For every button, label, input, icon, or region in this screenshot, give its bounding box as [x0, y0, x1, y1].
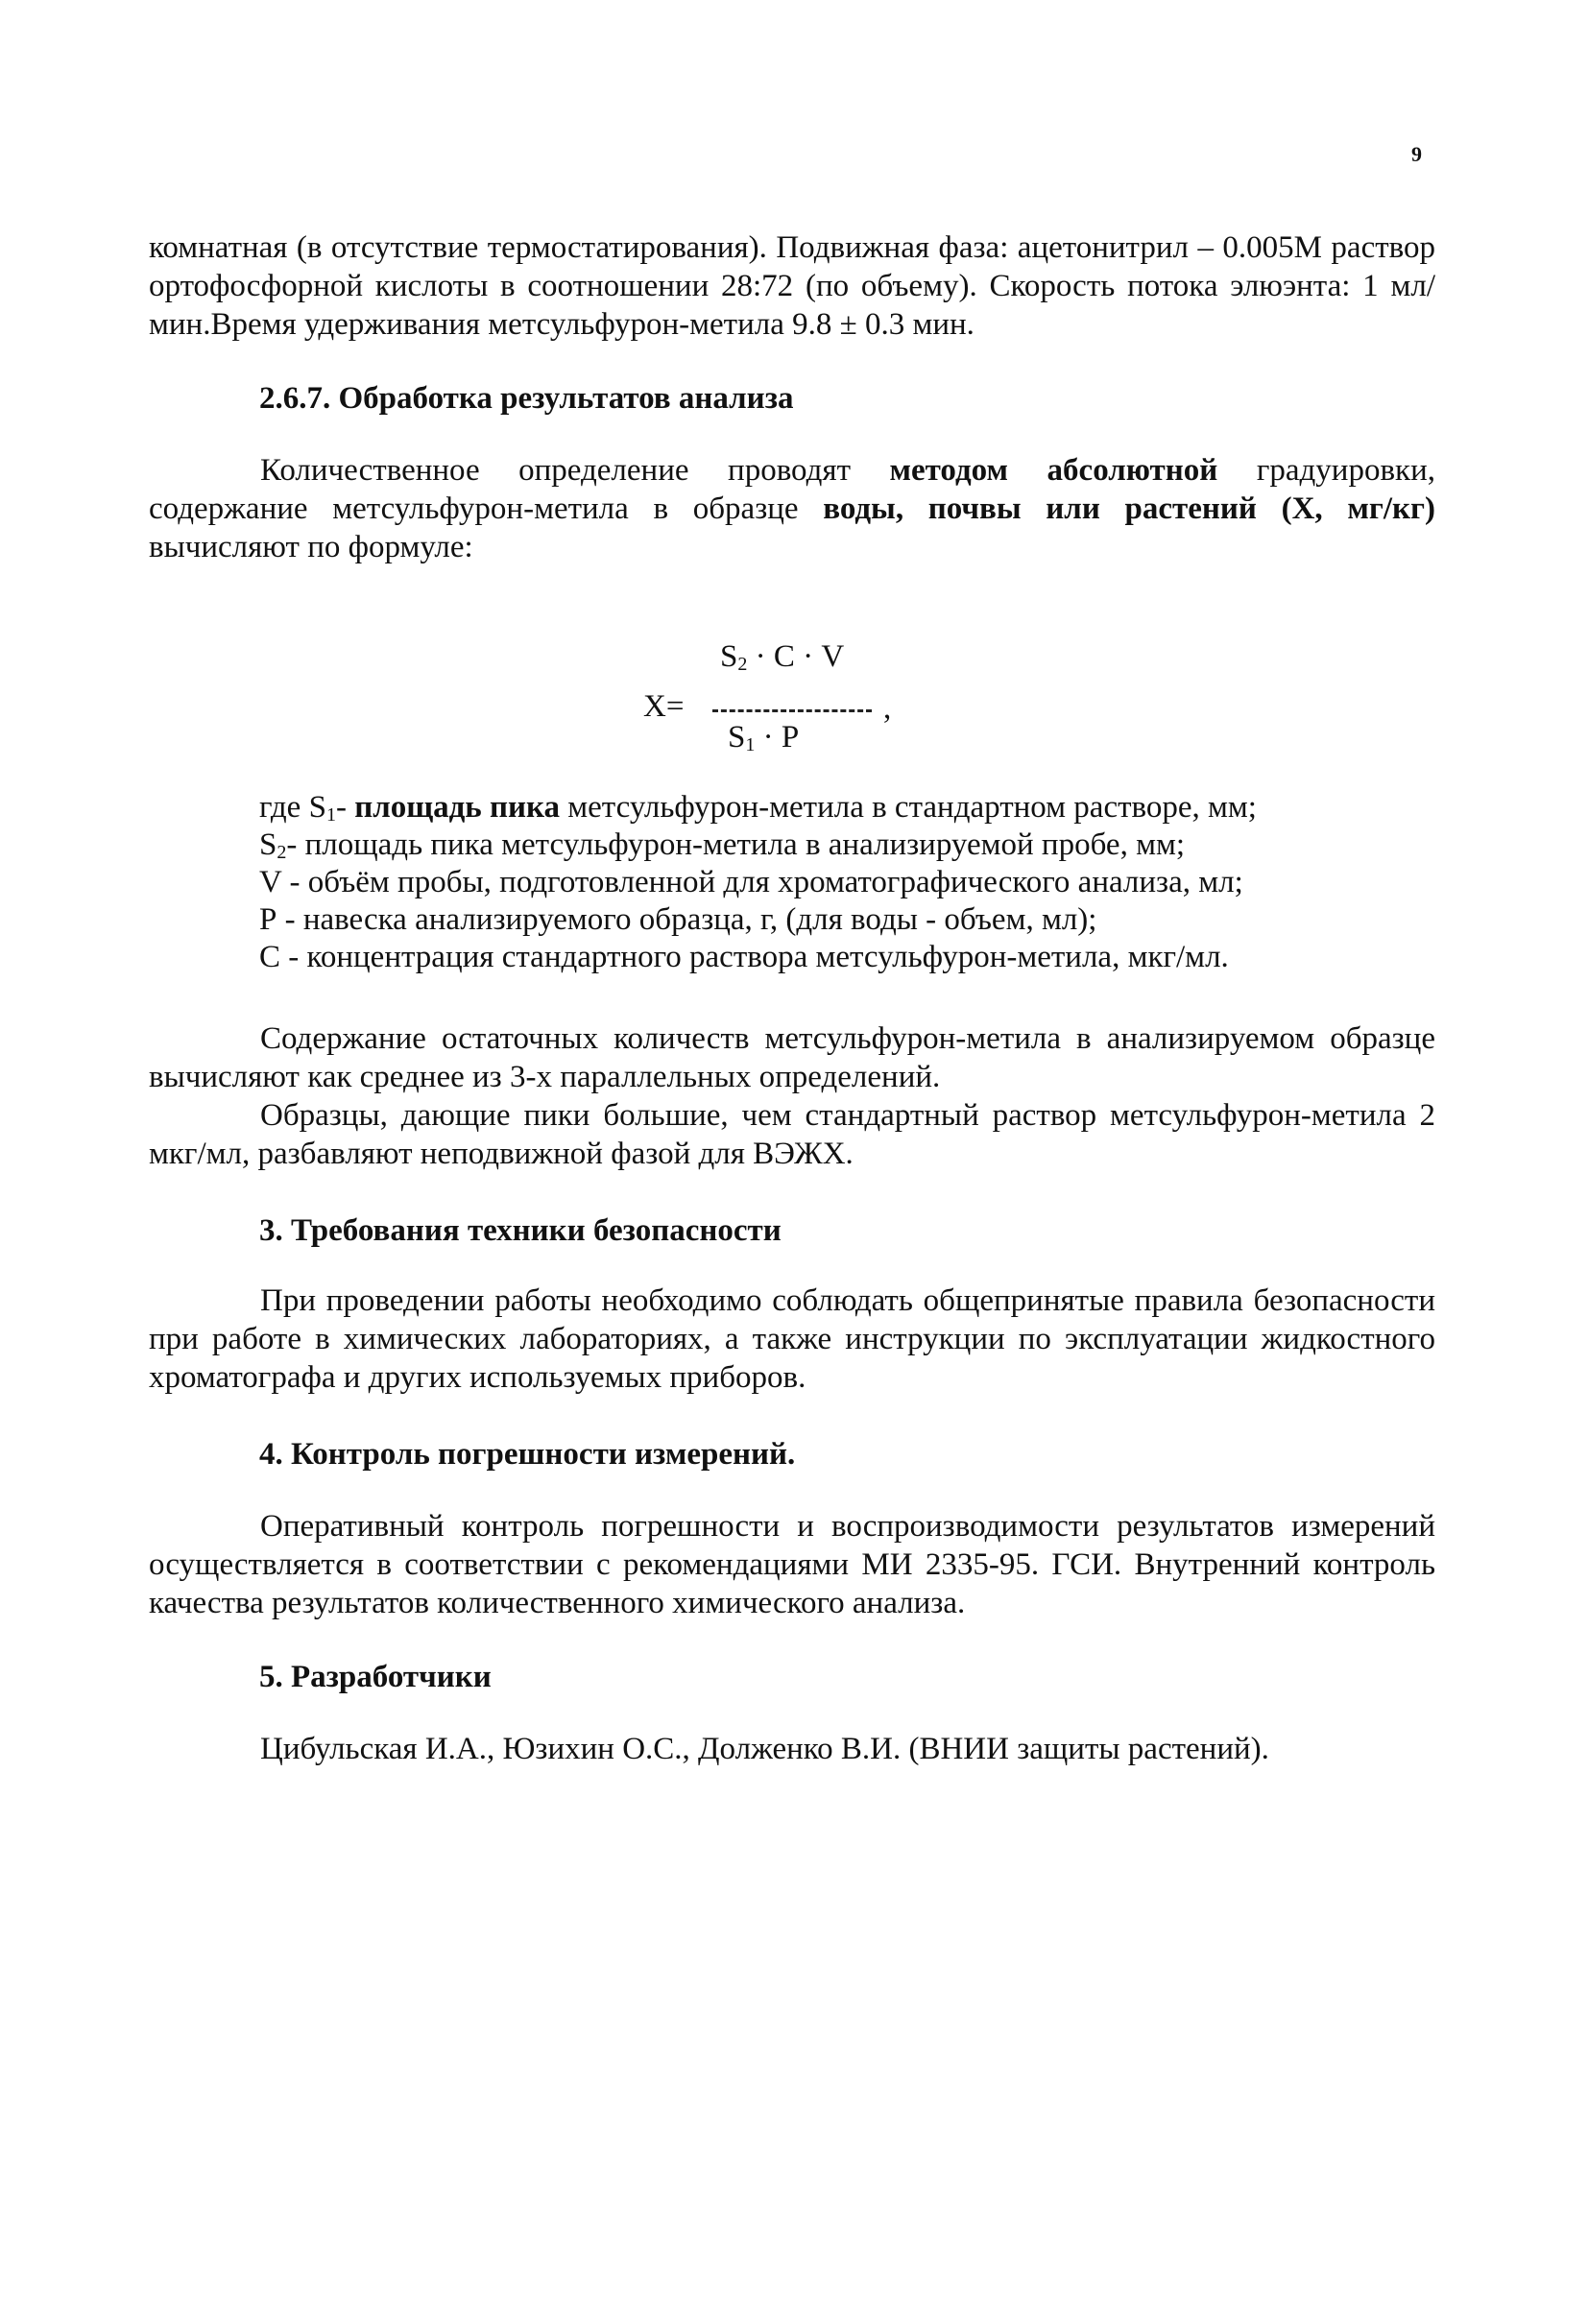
section-3-heading: 3. Требования техники безопасности — [259, 1213, 782, 1248]
section-5-heading: 5. Разработчики — [259, 1660, 492, 1694]
fraction-line — [712, 709, 872, 712]
definition-s2: $S_2-$ площадь пика метсульфурон-метила в анализируемой пробе, мм; — [259, 827, 1186, 863]
developers-paragraph — [149, 1730, 1435, 1768]
result-average-text: Содержание остаточных количеств метсульфурон-метила в анализируемом образце вычисляют как среднее из 3-х параллельных определений. — [149, 1021, 1435, 1094]
calculation-paragraph — [149, 451, 1435, 566]
result-dilution-text: Образцы, дающие пики большие, чем стандартный раствор метсульфурон-метила 2 мкг/мл, разбавляют неподвижной фазой для ВЭЖХ. — [149, 1098, 1435, 1171]
control-text: Оперативный контроль погрешности и воспроизводимости результатов измерений осуществляется в соответствии с рекомендациями МИ 2335-95. ГСИ. Внутренний контроль качества результатов количественного химического анализа. — [149, 1509, 1435, 1620]
definition-p: Р - навеска анализируемого образца, г, (для воды - объем, мл); — [259, 902, 1097, 937]
control-paragraph — [149, 1507, 1435, 1622]
intro-text: комнатная (в отсутствие термостатирования). Подвижная фаза: ацетонитрил – 0.005М раствор ортофосфорной кислоты в соотношении 28:72 (по объему). Скорость потока элюэнта: 1 мл/мин.Время удерживания метсульфурон-метила 9.8 ± 0.3 мин. — [149, 230, 1435, 342]
definition-v: V - объём пробы, подготовленной для хроматографического анализа, мл; — [259, 865, 1243, 899]
safety-text: При проведении работы необходимо соблюдать общепринятые правила безопасности при работе в химических лабораториях, а также инструкции по эксплуатации жидкостного хроматографа и других используемых приборов. — [149, 1283, 1435, 1395]
formula-denominator: $S_1 \cdot Р$ — [728, 720, 800, 755]
definition-c: С - концентрация стандартного раствора метсульфурон-метила, мкг/мл. — [259, 940, 1229, 974]
section-4-heading: 4. Контроль погрешности измерений. — [259, 1437, 796, 1472]
formula-lhs: Х= — [643, 689, 685, 724]
calculation-text: Количественное определение проводят методом абсолютной градуировки, содержание метсульфурон-метила в образце воды, почвы или растений (Х, мг/кг) вычисляют по формуле: — [149, 453, 1435, 564]
formula — [643, 635, 931, 770]
page-number: 9 — [1411, 142, 1422, 166]
variable-definitions — [259, 789, 1257, 976]
formula-comma: , — [883, 691, 892, 726]
intro-paragraph — [149, 228, 1435, 344]
safety-paragraph — [149, 1282, 1435, 1397]
definition-s1: где $S_1-$ площадь пика метсульфурон-метила в стандартном растворе, мм; — [259, 790, 1257, 826]
section-2-6-7-heading: 2.6.7. Обработка результатов анализа — [259, 381, 794, 416]
formula-numerator: $S_2 \cdot С \cdot V$ — [720, 639, 845, 675]
result-paragraphs — [149, 1019, 1435, 1173]
developers-text: Цибульская И.А., Юзихин О.С., Долженко В.И. (ВНИИ защиты растений). — [260, 1732, 1269, 1766]
